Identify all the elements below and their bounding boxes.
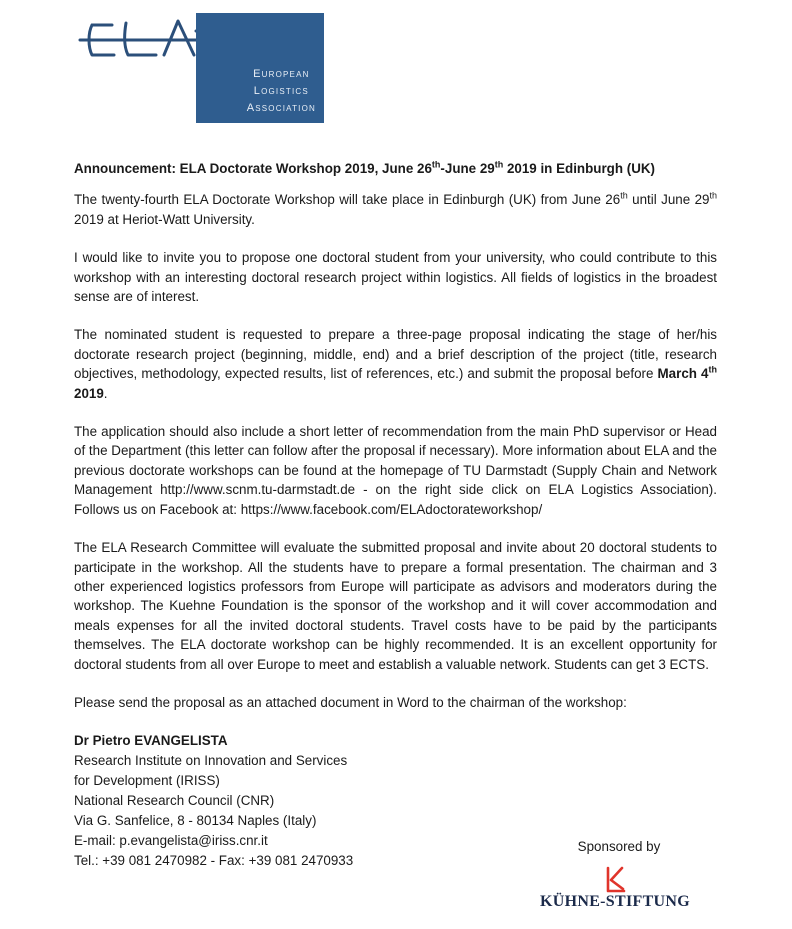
- contact-phone-fax: Tel.: +39 081 2470982 - Fax: +39 081 2470933: [74, 853, 354, 869]
- letter-body: [74, 159, 717, 871]
- sponsor-label: Sponsored by: [577, 839, 661, 854]
- sponsor-block: [527, 837, 703, 911]
- paragraph-committee: The ELA Research Committee will evaluate the submitted proposal and invite about 20 doctoral students to participate in the workshop. All the students have to prepare a formal presentation. The chairman and 3 other experienced logistics professors from Europe will participate as advisors and moderators during the workshop. The Kuehne Foundation is the sponsor of the workshop and it will cover accommodation and meals expenses for all the invited doctoral students. Travel costs have to be paid by the participants themselves. The ELA doctorate workshop can be highly recommended. It is an excellent opportunity for doctoral students from all over Europe to meet and establish a valuable network. Students can get 3 ECTS.: [74, 540, 717, 672]
- deadline-date: March 4th 2019: [74, 364, 717, 401]
- sponsor-name: KÜHNE-STIFTUNG: [540, 893, 690, 910]
- paragraph-proposal: The nominated student is requested to prepare a three-page proposal indicating the stage of her/his doctorate research project (beginning, middle, end) and a brief description of the project (title, research objectives, methodology, expected results, list of references, etc.) and submit the proposal before March 4th 2019.: [74, 327, 717, 401]
- contact-name: Dr Pietro EVANGELISTA: [74, 733, 228, 749]
- contact-line-institute-2: for Development (IRISS): [74, 773, 220, 789]
- kuehne-logo-icon: [600, 865, 630, 895]
- ela-logo-box: [196, 13, 324, 123]
- logo-line-logistics: Logistics: [253, 85, 309, 97]
- logo-line-association: Association: [246, 102, 316, 114]
- announcement-heading: Announcement: ELA Doctorate Workshop 2019, June 26th-June 29th 2019 in Edinburgh (UK): [74, 159, 656, 176]
- ela-logo-text: [247, 66, 316, 117]
- contact-email[interactable]: E-mail: p.evangelista@iriss.cnr.it: [74, 833, 268, 849]
- paragraph-send-instructions: Please send the proposal as an attached document in Word to the chairman of the workshop:: [74, 694, 627, 710]
- ela-logo: [78, 13, 326, 123]
- contact-line-council: National Research Council (CNR): [74, 793, 275, 809]
- contact-line-institute: Research Institute on Innovation and Services: [74, 753, 348, 769]
- paragraph-invitation: I would like to invite you to propose one doctoral student from your university, who could contribute to this workshop with an interesting doctoral research project within logistics. All fields of logistics in the broadest sense are of interest.: [74, 250, 717, 305]
- paragraph-intro: The twenty-fourth ELA Doctorate Workshop will take place in Edinburgh (UK) from June 26th until June 29th 2019 at Heriot-Watt University.: [74, 190, 717, 227]
- paragraph-application: The application should also include a short letter of recommendation from the main PhD supervisor or Head of the Department (this letter can follow after the proposal if necessary). More information about ELA and the previous doctorate workshops can be found at the homepage of TU Darmstadt (Supply Chain and Network Management http://www.scnm.tu-darmstadt.de - on the right side click on ELA Logistics Association). Follows us on Facebook at: https://www.facebook.com/ELAdoctorateworkshop/: [74, 424, 717, 517]
- contact-line-address: Via G. Sanfelice, 8 - 80134 Naples (Italy): [74, 813, 317, 829]
- logo-line-european: European: [253, 68, 310, 80]
